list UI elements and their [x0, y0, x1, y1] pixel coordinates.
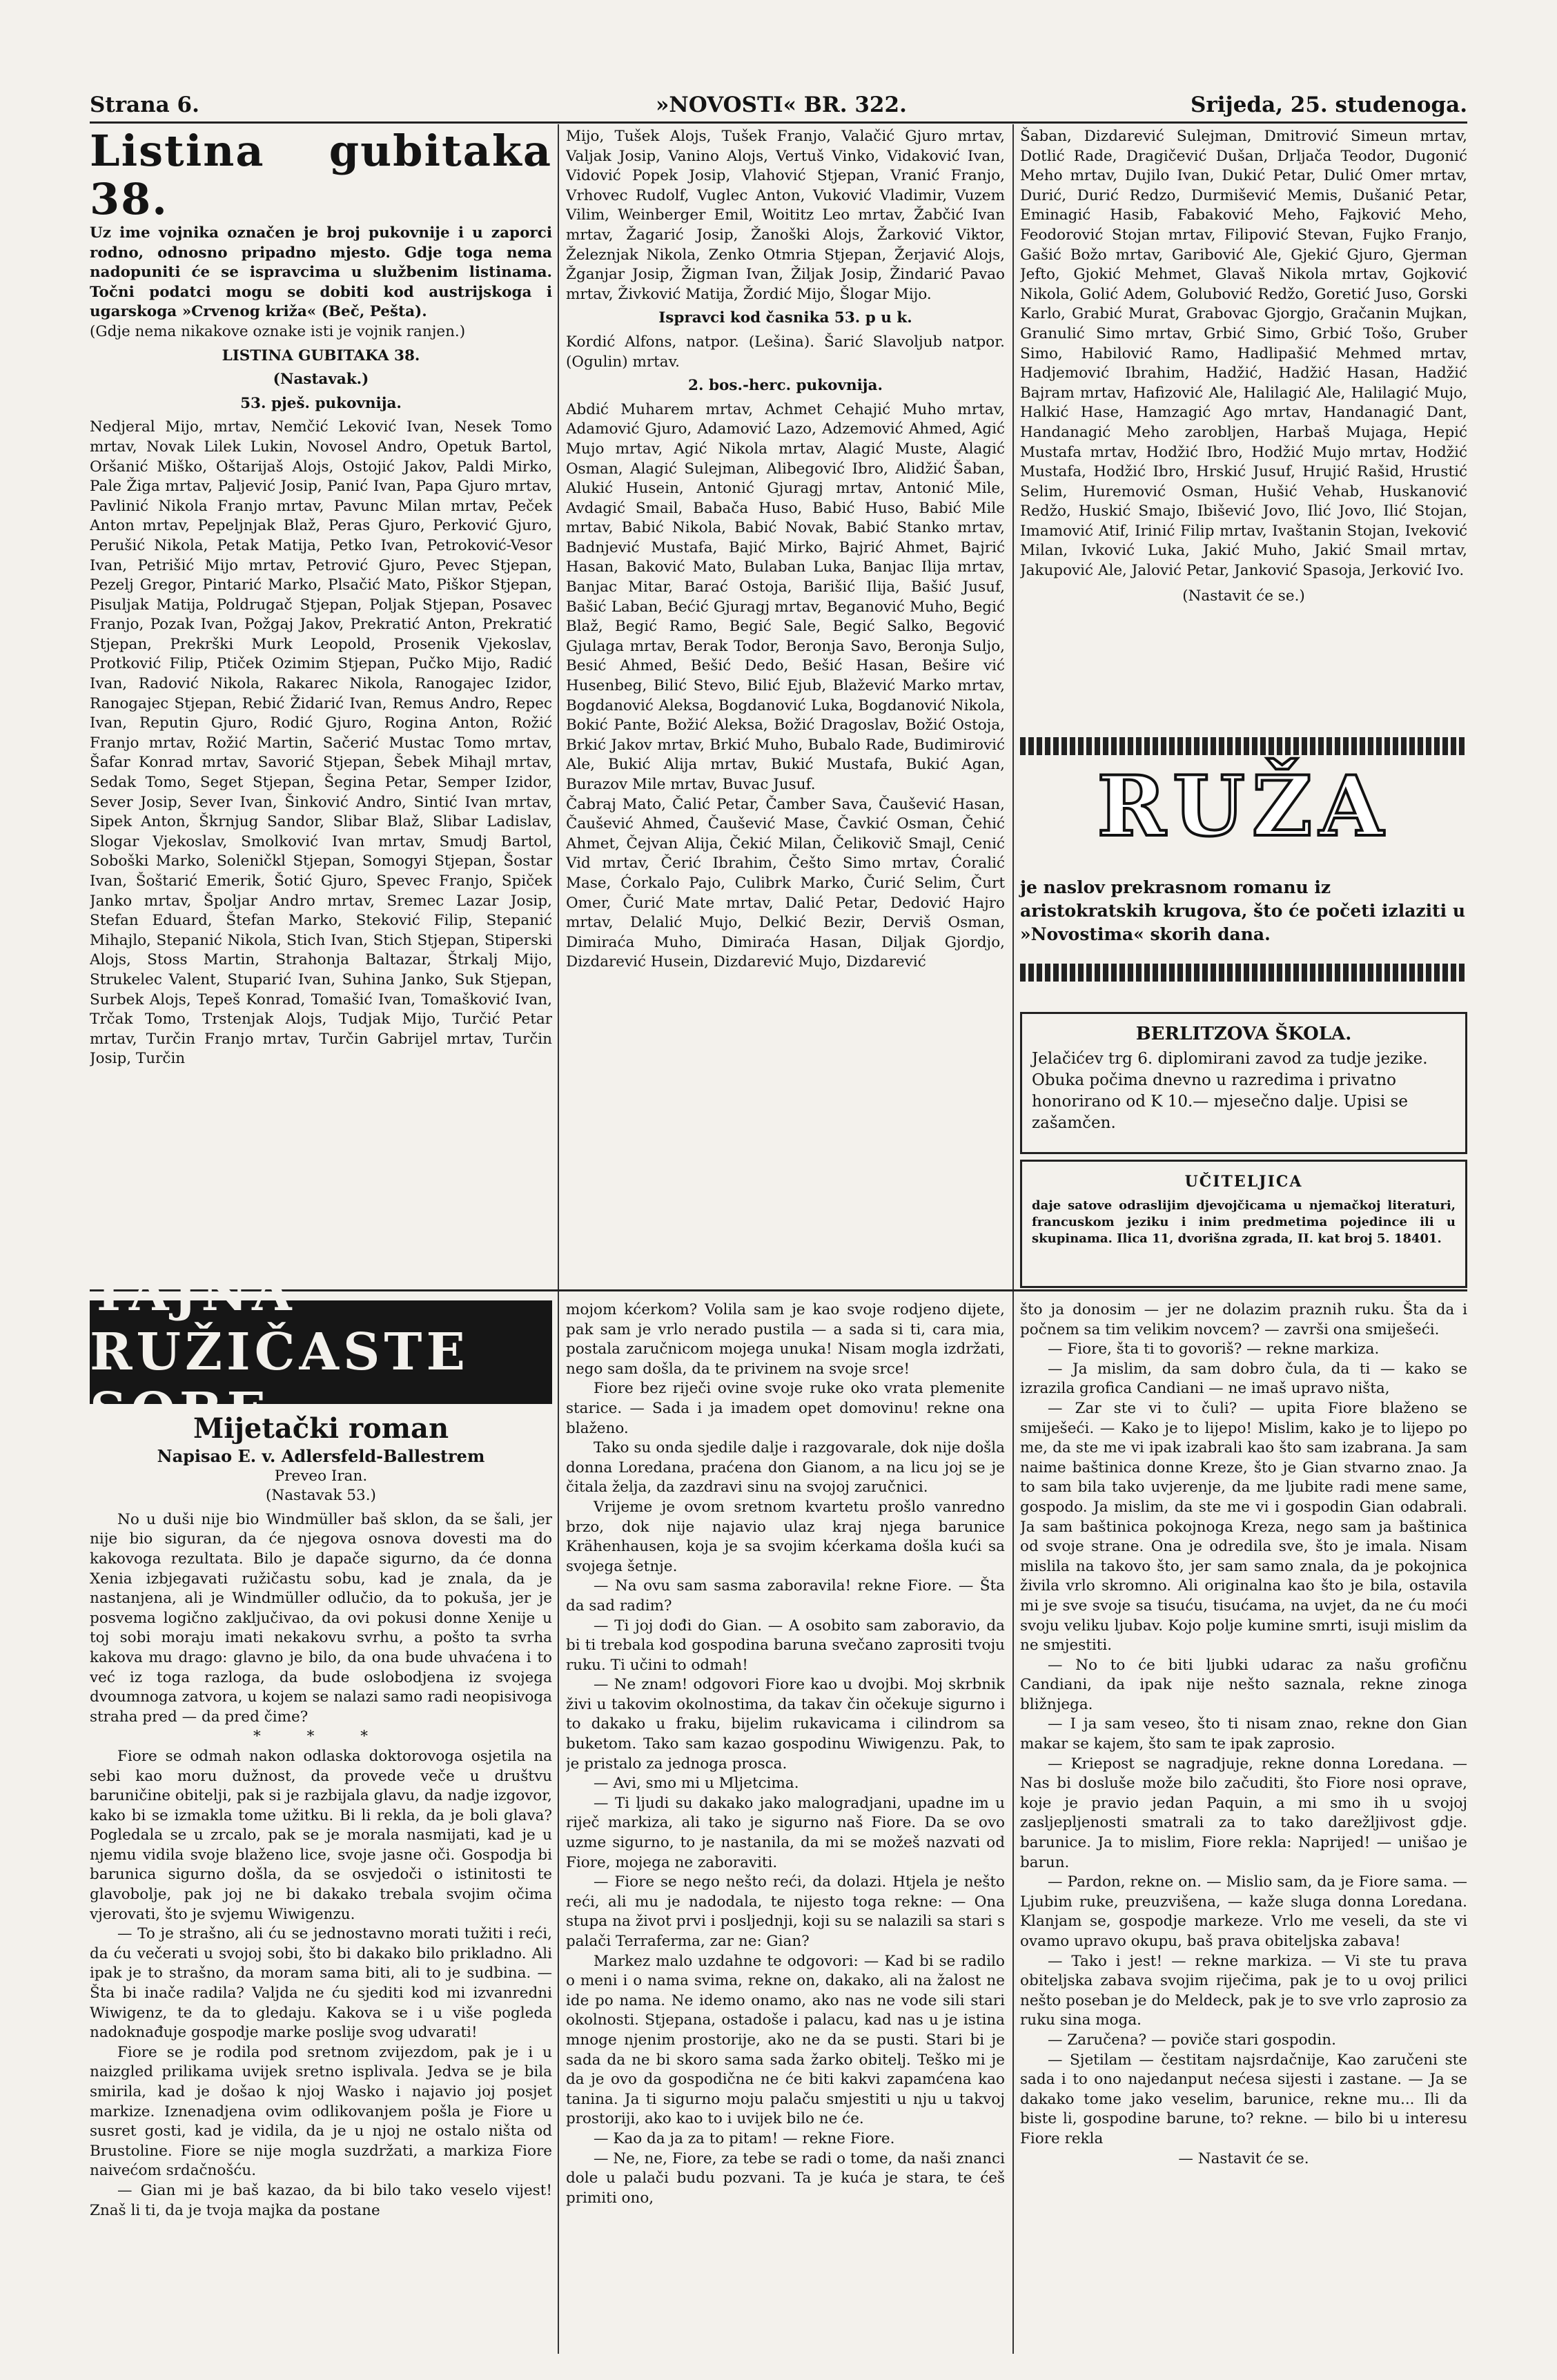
section-break-stars: * * *: [253, 1728, 389, 1746]
serial-translator: Preveo Iran.: [274, 1467, 368, 1485]
serial-paragraph: Markez malo uzdahne te odgovori: — Kad bi se radilo o meni i o nama svima, rekne on, dakako, ali na žalost ne ide po nama. Ne idemo onamo, ako nas ne vode sili stari okolnosti. Stjepana, ostadoše i palacu, kad nas u je istina mnoge njenim prostorije, ako ne da se pusti. Stari bi je sada da ne bi skoro sama sada žarko obitelj. Teško mi je da je ovo da gospodična ne će biti kakvi zapamćena kao tanina. Ja ti sigurno moju palaču smjestiti u nju u takvoj prostoriji, ako kao to i uvijek bilo ne će.: [566, 1952, 1005, 2128]
casualty-list-col3: [1020, 127, 1467, 734]
casualty-list-title: Listina gubitaka 38.: [90, 127, 552, 224]
casualty-list-intro: Uz ime vojnika označen je broj pukovnije i u zaporci rodno, odnosno pripadno mjesto. Gdje toga nema nadopuniti će se ispravcima u službenim listinama. Točni podatci mogu se dobiti kod austrijskoga i ugarskoga »Crvenog križa« (Beč, Pešta).: [90, 224, 552, 321]
ruza-ad-text: je naslov prekrasnom romanu iz aristokratskih krugova, što će početi izlaziti u »Novostima« skorih dana.: [1020, 877, 1466, 944]
regiment-bh2-list-b: Čabraj Mato, Čalić Petar, Čamber Sava, Čaušević Hasan, Čaušević Ahmed, Čaušević Mase, Čavkić Osman, Čehić Ahmet, Čejvan Alija, Čekić Milan, Čelikovič Smajl, Cenić Vid mrtav, Čerić Ibrahim, Češto Simo mrtav, Ćoralić Mase, Ćorkalo Pajo, Culibrk Marko, Čurić Selim, Čurt Omer, Čurić Mate mrtav, Dalić Petar, Dedović Hajro mrtav, Delalić Mujo, Delkić Bezir, Derviš Osman, Dimiraća Muho, Dimiraća Hasan, Diljak Gjordjo, Dizdarević Husein, Dizdarević Mujo, Dizdarević: [566, 795, 1005, 971]
serial-title: TAJNA RUŽIČASTE SOBE: [90, 1263, 469, 1441]
serial-paragraph: — Pardon, rekne on. — Mislio sam, da je Fiore sama. — Ljubim ruke, preuzvišena, — kaže sluga donna Loredana. Klanjam se, gospodje markeze. Vrlo me veseli, da ste vi ovamo upravo okupu, baš prava obiteljska zabava!: [1020, 1873, 1467, 1950]
serial-paragraph: — Ne znam! odgovori Fiore kao u dvojbi. Moj skrbnik živi u takovim okolnostima, da takav čin očekuje sigurno i to dakako u fraku, bijelim rukavicama i cilindrom sa buketom. Tako sam kazao gospodinu Wiwigenzu. Pak, to je pristalo za jednoga prosca.: [566, 1676, 1005, 1773]
serial-continue-note: — Nastavit će se.: [1178, 2149, 1309, 2167]
column-rule-1: [558, 124, 559, 2354]
serial-author: Napisao E. v. Adlersfeld-Ballestrem: [157, 1446, 485, 1466]
casualty-list-continued: (Nastavak.): [273, 371, 369, 389]
casualty-list-col1: [90, 127, 552, 1287]
teacher-ad-title: UČITELJICA: [1184, 1173, 1303, 1191]
serial-paragraph: Vrijeme je ovom sretnom kvartetu prošlo vanredno brzo, dok nije najavio ulaz kraj njega barunice Krähenhausen, koja je sa svojim kćerkama došla kući sa svojega šetnje.: [566, 1498, 1005, 1575]
serial-paragraph: — Fiore, šta ti to govoriš? — rekne markiza.: [1048, 1340, 1380, 1358]
casualty-list-subtitle: LISTINA GUBITAKA 38.: [222, 347, 420, 364]
serial-paragraph: — Ti ljudi su dakako jako malogradjani, upadne im u riječ markiza, ali tako je sigurno naš Fiore. Da se ovo uzme sigurno, to je nastanila, da mi se možeš nazvati od Fiore, mojega ne zaboraviti.: [566, 1794, 1005, 1871]
serial-paragraph: Fiore se je rodila pod sretnom zvijezdom, pak je i u naizgled prilikama uvijek sretno isplivala. Jedva se je bila smirila, kad je došao k njoj Wasko i najavio joj posjet markize. Iznenadjena ovim odlikovanjem pošla je Fiore u susret gosti, kad je vidila, da je u njoj ne ostalo ništa od Brustoline. Fiore se nije mogla suzdržati, a markiza Fiore naivećom srdačnošću.: [90, 2043, 552, 2180]
serial-paragraph: — Fiore se nego nešto reći, da dolazi. Htjela je nešto reći, ali mu je nadodala, te nijesto toga rekne: — Ona stupa na život prvi i posljednji, koji su se nalazili sa stari s palači Terraferma, zar ne: Gian?: [566, 1873, 1005, 1950]
officer-corrections-list: Kordić Alfons, natpor. (Lešina). Šarić Slavoljub natpor. (Ogulin) mrtav.: [566, 333, 1005, 371]
serial-col2: [566, 1300, 1005, 2357]
serial-paragraph: — Avi, smo mi u Mljetcima.: [594, 1775, 799, 1793]
serial-paragraph: — Tako i jest! — rekne markiza. — Vi ste tu prava obiteljska zabava svojim riječima, pak je to u ovoj prilici nešto poseban je do Meldeck, pak je to sve vrlo zaprosio za ruku sina moga.: [1020, 1952, 1467, 2029]
serial-paragraph: — Zar ste vi to čuli? — upita Fiore blaženo se smiješeći. — Kako je to lijepo! Mislim, kako je to lijepo po me, da ste me vi ipak izabrali kao što sam izabrana. Ja sam naime baštinica donne Kreze, što je Gian stvarno znao. Ja to sam bila tako uvjerenje, da me ljubite radi mene same, gospodo. Ja mislim, da ste me vi i gospodin Gian odabrali. Ja sam baštinica pokojnoga Kreza, nego sam ja baštinica od svoje strane. Ona je odredila sve, što je imala. Nisam mislila na takovo što, jer sam samo znala, da je pokojnica živila vrlo skromno. Ali originalna kao što je bila, ostavila mi je sve svoje sa tisuću, tisućama, na uvjet, da ne ću moći svoju veliku ljubav. Kojo polje kumine smrti, isuji mislim da ne smjestiti.: [1020, 1399, 1467, 1655]
serial-paragraph: — Na ovu sam sasma zaboravila! rekne Fiore. — Šta da sad radim?: [566, 1577, 1005, 1615]
casualty-list-note: (Gdje nema nikakove oznake isti je vojnik ranjen.): [90, 322, 466, 340]
berlitz-text: Jelačićev trg 6. diplomirani zavod za tudje jezike. Obuka počima dnevno u razredima i privatno honorirano od K 10.— mjesečno dalje. Upisi se zašamčen.: [1032, 1050, 1428, 1132]
serial-paragraph: — To je strašno, ali ću se jednostavno morati tužiti i reći, da ću večerati u svojoj sobi, što bi dakako bilo prikladno. Ali ipak je to strašno, da moram sama biti, ali to je sudbina. — Šta bi inače radila? Valjda ne ću sjediti kod mi izvanredni Wiwigenz, te da to gledaju. Kakova se i u više pogleda nadoknađuje gospodje marke poslije svog udvarati!: [90, 1925, 552, 2042]
officer-corrections-title: Ispravci kod časnika 53. p u k.: [658, 309, 912, 327]
berlitz-title: BERLITZOVA ŠKOLA.: [1135, 1024, 1352, 1044]
serial-col1: [90, 1411, 552, 2357]
regiment-53-list-cont: Mijo, Tušek Alojs, Tušek Franjo, Valačić Gjuro mrtav, Valjak Josip, Vanino Alojs, Vertuš Vinko, Vidaković Ivan, Vidović Popek Josip, Vlahović Stjepan, Vranić Franjo, Vrhovec Rudolf, Vuglec Anton, Vuković Vladimir, Vuzem Vilim, Weinberger Emil, Woititz Leo mrtav, Žabčić Ivan mrtav, Žagarić Josip, Žanoški Alojs, Žarković Viktor, Železnjak Nikola, Zenko Otmria Stjepan, Žerjavić Alojs, Žganjar Josip, Žigman Ivan, Žiljak Josip, Žindarić Pavao mrtav, Živković Matija, Žordić Mijo, Šlogar Mijo.: [566, 128, 1005, 303]
regiment-bh2-list: Abdić Muharem mrtav, Achmet Cehajić Muho mrtav, Adamović Gjuro, Adamović Lazo, Adzemović Ahmed, Agić Mujo mrtav, Agić Nikola mrtav, Alagić Muste, Alagić Osman, Alagić Sulejman, Alibegović Ibro, Alidžić Šaban, Alukić Husein, Antonić Gjuragj mrtav, Antonić Mile, Avdagić Smail, Babača Huso, Babić Huso, Babić Mile mrtav, Babić Nikola, Babić Novak, Babić Stanko mrtav, Badnjević Mustafa, Bajić Mirko, Bajrić Ahmet, Bajrić Hasan, Baković Mato, Bulaban Luka, Banjac Ilija mrtav, Banjac Mitar, Barać Ostoja, Barišić Ilija, Bašić Jusuf, Bašić Laban, Bećić Gjuragj mrtav, Beganović Muho, Begić Blaž, Begić Ramo, Begić Sale, Begić Salko, Begović Gjulaga mrtav, Berak Todor, Beronja Savo, Beronja Suljo, Besić Ahmed, Bešić Dedo, Bešić Hasan, Bešire vić Husenbeg, Bilić Stevo, Bilić Ejub, Blažević Marko mrtav, Bogdanović Aleksa, Bogdanović Luka, Bogdanović Nikola, Bokić Pante, Božić Aleksa, Božić Dragoslav, Božić Ostoja, Brkić Jakov mrtav, Brkić Muho, Bubalo Rade, Budimirović Ale, Bukić Alija mrtav, Bukić Mustafa, Bukić Agan, Burazov Mile mrtav, Buvac Jusuf.: [566, 400, 1005, 793]
serial-paragraph: — Ja mislim, da sam dobro čula, da ti — kako se izrazila grofica Candiani — ne imaš upravo ništa,: [1020, 1360, 1467, 1398]
casualty-list-col2: [566, 127, 1005, 1287]
serial-paragraph: Tako su onda sjedile dalje i razgovarale, dok nije došla donna Loredana, praćena don Gianom, a na licu joj se je čitala želja, da zazdravi sinu na svojoj zaručnici.: [566, 1439, 1005, 1496]
teacher-ad-text: daje satove odraslijim djevojčicama u njemačkoj literaturi, francuskom jeziku i inim predmetima pojedince ili u skupinama. Ilica 11, dvorišna zgrada, II. kat broj 5. 18401.: [1032, 1198, 1456, 1246]
serial-col3: [1020, 1300, 1467, 2357]
regiment-bh2-list-end: Šaban, Dizdarević Sulejman, Dmitrović Simeun mrtav, Dotlić Rade, Dragičević Dušan, Drljača Teodor, Dugonić Meho mrtav, Dujilo Ivan, Dukić Petar, Dulić Omer mrtav, Durić, Durić Redzo, Durmišević Memis, Dušanić Petar, Eminagić Hasib, Fabaković Meho, Fajković Meho, Feodorović Stojan mrtav, Filipović Stevan, Fujko Franjo, Gašić Božo mrtav, Garibović Ale, Gjekić Gjuro, Gjerman Jefto, Gjokić Mehmet, Glavaš Nikola mrtav, Gojković Nikola, Golić Adem, Golubović Redžo, Goretić Juso, Gorski Karlo, Grabić Murat, Grabovac Gjorgjo, Gračanin Mujkan, Granulić Simo mrtav, Grbić Simo, Grbić Tošo, Gruber Simo, Habilović Ramo, Hadlipašić Mehmed mrtav, Hadjemović Ibrahim, Hadžić, Hadžić Hasan, Hadžić Bajram mrtav, Hafizović Ale, Halilagić Ale, Halilagić Mujo, Halkić Hase, Hamzagić Ago mrtav, Handanagić Dant, Handanagić Meho zarobljen, Harbaš Mujaga, Hepić Mustafa mrtav, Hodžić Ibro, Hodžić Mujo mrtav, Hodžić Mustafa, Hodžić Ibro, Hrskić Jusuf, Hrujić Rašid, Hrustić Selim, Huremović Osman, Hušić Vehab, Huskanović Redžo, Huskić Smajo, Ibišević Jovo, Ilić Jovo, Ilić Stojan, Imamović Atif, Irinić Filip mrtav, Ivaštanin Stojan, Iveković Milan, Ivković Luka, Jakić Muho, Jakić Smail mrtav, Jakupović Ale, Jalović Petar, Janković Spasoja, Jerković Ivo.: [1020, 128, 1467, 580]
regiment-53-list: Nedjeral Mijo, mrtav, Nemčić Leković Ivan, Nesek Tomo mrtav, Novak Lilek Lukin, Novosel Andro, Opetuk Bartol, Oršanić Miško, Oštarijaš Alojs, Ostojić Jakov, Paldi Mirko, Pale Žiga mrtav, Paljević Josip, Panić Ivan, Papa Gjuro mrtav, Pavlinić Nikola Franjo mrtav, Pavunc Milan mrtav, Peček Anton mrtav, Pepeljnjak Blaž, Peras Gjuro, Perković Gjuro, Perušić Nikola, Petak Matija, Petko Ivan, Petroković-Vesor Ivan, Petrišić Mijo mrtav, Petrović Gjuro, Pevec Stjepan, Pezelj Gregor, Pintarić Marko, Plsačić Mato, Piškor Stjepan, Pisuljak Matija, Poldrugač Stjepan, Poljak Stjepan, Posavec Franjo, Pozak Ivan, Požgaj Jakov, Prekratić Anton, Prekratić Stjepan, Prekrški Murk Leopold, Prosenik Vjekoslav, Protković Filip, Ptiček Ozimim Stjepan, Pučko Mijo, Radić Ivan, Radović Nikola, Rakarec Nikola, Ranogajec Izidor, Ranogajec Stjepan, Rebić Židarić Ivan, Remus Andro, Repec Ivan, Reputin Gjuro, Rodić Gjuro, Rogina Anton, Rožić Franjo mrtav, Rožić Martin, Sačerić Mustac Tomo mrtav, Šafar Konrad mrtav, Savorić Stjepan, Šebek Mihajl mrtav, Sedak Tomo, Seget Stjepan, Šegina Petar, Semper Izidor, Sever Josip, Sever Ivan, Šinković Andro, Sintić Ivan mrtav, Sipek Anton, Škrnjug Sandor, Slibar Blaž, Slibar Ladislav, Slogar Vjekoslav, Smolković Ivan mrtav, Smudj Bartol, Soboški Marko, Soleničkl Stjepan, Somogyi Stjepan, Šostar Ivan, Šoštarić Emerik, Šotić Gjuro, Spevec Franjo, Spiček Janko mrtav, Špoljar Andro mrtav, Sremec Lazar Josip, Stefan Eduard, Štefan Marko, Steković Filip, Stepanić Mihajlo, Stepanić Nikola, Stich Ivan, Stich Stjepan, Stiperski Alojs, Stoss Martin, Strahonja Baltazar, Štrkalj Mijo, Strukelec Valent, Stuparić Ivan, Suhina Janko, Suk Stjepan, Surbek Alojs, Tepeš Konrad, Tomašić Ivan, Tomašković Ivan, Trčak Tomo, Trstenjak Alojs, Tudjak Mijo, Turčić Petar mrtav, Turčin Franjo mrtav, Turčin Gabrijel mrtav, Turčin Josip, Turčin: [90, 418, 552, 1068]
serial-paragraph: mojom kćerkom? Volila sam je kao svoje rodjeno dijete, pak sam je vrlo nerado pustila — a sada si ti, cara mia, postala zaručnicom mojega unuka! Nisam mogla izdržati, nego sam došla, da te privinem na svoje srce!: [566, 1301, 1005, 1378]
teacher-advertisement: [1020, 1160, 1467, 1288]
serial-paragraph: Fiore se odmah nakon odlaska doktorovoga osjetila na sebi kao moru dužnost, da provede veče u društvu baruničine obitelji, pak si je razbijala glavu, da nadje izgovor, kako bi se izmakla tome užitku. Bi li rekla, da je boli glava? Pogledala se u zrcalo, pak se je morala nasmijati, kad je u njemu vidila svoje blaženo lice, svoje jasne oči. Gospodja bi barunica sigurno došla, da se osvjedoči o istinitosti te glavobolje, pak joj ne bi dakako trebala svojim očima vjerovati, što je svjemu Wiwigenzu.: [90, 1747, 552, 1923]
ruza-ad-title: RUŽA: [1097, 758, 1391, 855]
serial-installment: (Nastavak 53.): [266, 1487, 376, 1505]
serial-paragraph: — Gian mi je baš kazao, da bi bilo tako veselo vijest! Znaš li ti, da je tvoja majka da postane: [90, 2181, 552, 2219]
serial-subtitle: Mijetački roman: [193, 1412, 449, 1445]
serial-paragraph: — Zaručena? — poviče stari gospodin.: [1048, 2031, 1336, 2049]
casualty-continue-note: (Nastavit će se.): [1182, 587, 1305, 605]
issue-date: Srijeda, 25. studenoga.: [1191, 92, 1467, 117]
regiment-bh2-title: 2. bos.-herc. pukovnija.: [688, 377, 883, 395]
serial-paragraph: No u duši nije bio Windmüller baš sklon, da se šali, jer nije bio siguran, da će njegova osnova dovesti ma do kakovoga rezultata. Bilo je dapače sigurno, da će donna Xenia izbjegavati ružičastu sobu, kad je znala, da je nastanjena, ali je Windmüller odlučio, da to pokuša, jer je posvema logično zaključivao, da ovi pokusi donne Xenije u toj sobi moraju imati nekakovu svrhu, a pošto ta svrha kakova mu drago: glavno je bilo, da ona bude uhvaćena i to već iz toga razloga, da bude oslobodjena iz svojega dvoumnoga zatvora, u kojem se nalazi samo radi neopisivoga straha pred — da pred čime?: [90, 1510, 552, 1726]
newspaper-issue: »NOVOSTI« BR. 322.: [656, 92, 907, 117]
ruza-advertisement: [1020, 737, 1467, 1005]
serial-paragraph: — Kriepost se nagradjuje, rekne donna Loredana. — Nas bi dosluše može bilo začuditi, što Fiore nosi oprave, koje je pravio jedan Paquin, a mi smo ih u svojoj zasljepljenosti smatrali za to tako darežljivost gdje. barunice. Ja to mislim, Fiore rekla: Naprijed! — unišao je barun.: [1020, 1755, 1467, 1871]
regiment-53-title: 53. pješ. pukovnija.: [240, 394, 402, 412]
serial-paragraph: — Ti joj dođi do Gian. — A osobito sam zaboravio, da bi ti trebala kod gospodina baruna svečano zaprositi tvoju ruku. Ti učini to odmah!: [566, 1617, 1005, 1674]
page-number: Strana 6.: [90, 92, 199, 117]
serial-paragraph: Fiore bez riječi ovine svoje ruke oko vrata plemenite starice. — Sada i ja imadem opet domovinu! rekne ona blaženo.: [566, 1380, 1005, 1437]
ad-border-top: [1020, 737, 1467, 755]
page-header: [90, 90, 1467, 124]
ad-border-bottom: [1020, 964, 1467, 982]
serial-paragraph: — Ne, ne, Fiore, za tebe se radi o tome, da naši znanci dole u palači budu pozvani. Ta je kuća je stara, te ćeš primiti ono,: [566, 2149, 1005, 2207]
serial-paragraph: što ja donosim — jer ne dolazim praznih ruku. Šta da i počnem sa tim velikim novcem? — završi ona smiješeći.: [1020, 1301, 1467, 1338]
berlitz-advertisement: [1020, 1012, 1467, 1154]
serial-paragraph: — I ja sam veseo, što ti nisam znao, rekne don Gian makar se kajem, što sam te ipak zaprosio.: [1020, 1715, 1467, 1753]
serial-paragraph: — Kao da ja za to pitam! — rekne Fiore.: [594, 2129, 895, 2147]
serial-paragraph: — Sjetilam — čestitam najsrdačnije, Kao zaručeni ste sada i to ono najedanput nećesa sijesti i zastane. — Ja se dakako tome jako veselim, barunice, rekne mu... Ili da biste li, gospodine barune, to? rekne. — bilo bi u interesu Fiore rekla: [1020, 2051, 1467, 2147]
serial-paragraph: — No to će biti ljubki udarac za našu grofičnu Candiani, da ipak nije nešto saznala, rekne zinoga bližnjega.: [1020, 1656, 1467, 1713]
column-rule-2: [1012, 124, 1014, 2354]
